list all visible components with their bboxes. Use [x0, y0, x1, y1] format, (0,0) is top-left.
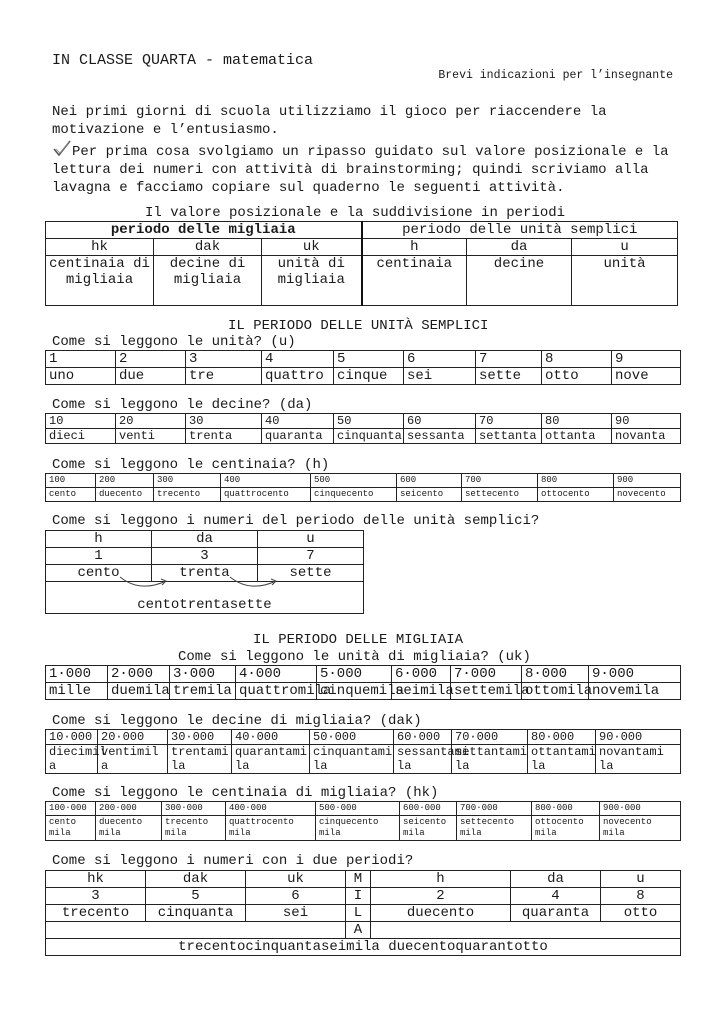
uk-number-cell: 4·000: [236, 666, 317, 683]
tens-number-cell: 80: [542, 414, 612, 429]
uk-number-cell: 5·000: [317, 666, 392, 683]
page-subtitle: Brevi indicazioni per l’insegnante: [438, 69, 673, 82]
question-dak: Come si leggono le decine di migliaia? (dak): [52, 713, 422, 729]
question-hk: Come si leggono le centinaia di migliaia? (hk): [52, 785, 439, 801]
two-periods-result: trecentocinquantaseimila duecentoquarantotto: [46, 939, 681, 956]
mila-letter-3: L: [346, 905, 371, 922]
hk-word-cell: settecento mila: [457, 816, 532, 841]
hundreds-word-cell: ottocento: [538, 488, 614, 502]
tens-number-cell: 50: [334, 414, 404, 429]
tens-table: [45, 413, 681, 444]
intro-paragraph-2-text: Per prima cosa svolgiamo un ripasso guidato sul valore posizionale e la lettura dei numeri con attività di brainstorming; quindi scriviamo alla lavagna e facciamo copiare sul quaderno le seguenti attività.: [52, 144, 669, 196]
period-name-cell: decine: [467, 256, 572, 306]
hundreds-numbers-row: [46, 474, 681, 488]
read-simple-codes-cell: h: [46, 531, 152, 548]
hk-number-cell: 500·000: [316, 802, 400, 816]
question-hundreds: Come si leggono le centinaia? (h): [52, 457, 330, 473]
read-simple-words-cell: cento: [46, 565, 152, 582]
units-words-row: [46, 368, 681, 385]
dak-number-cell: 80·000: [528, 730, 596, 745]
uk-word-cell: cinquemila: [317, 683, 392, 700]
read-simple-codes-cell: u: [258, 531, 364, 548]
two-periods-code-cell: hk: [46, 871, 146, 888]
two-periods-digit-cell: 5: [146, 888, 246, 905]
two-periods-code-cell: uk: [246, 871, 346, 888]
units-number-cell: 1: [46, 351, 116, 368]
intro-paragraph-1: Nei primi giorni di scuola utilizziamo il gioco per riaccendere la motivazione e l’entusiasmo.: [52, 104, 607, 138]
hk-number-cell: 300·000: [162, 802, 226, 816]
units-word-cell: nove: [612, 368, 681, 385]
tens-number-cell: 10: [46, 414, 116, 429]
tens-words-row: [46, 429, 681, 444]
units-number-cell: 5: [334, 351, 404, 368]
uk-numbers-row: [46, 666, 681, 683]
tens-number-cell: 30: [186, 414, 262, 429]
question-units: Come si leggono le unità? (u): [52, 334, 296, 350]
uk-table: [45, 665, 681, 700]
hk-word-cell: cento mila: [46, 816, 96, 841]
units-number-cell: 3: [186, 351, 262, 368]
two-periods-word-cell: duecento: [371, 905, 511, 922]
units-number-cell: 6: [404, 351, 476, 368]
units-word-cell: quattro: [262, 368, 334, 385]
two-periods-digit-cell: 8: [601, 888, 681, 905]
hundreds-number-cell: 300: [154, 474, 221, 488]
uk-number-cell: 6·000: [392, 666, 451, 683]
tens-word-cell: cinquanta: [334, 429, 404, 444]
uk-number-cell: 9·000: [589, 666, 681, 683]
hk-number-cell: 400·000: [226, 802, 316, 816]
two-periods-code-cell: dak: [146, 871, 246, 888]
hk-number-cell: 200·000: [96, 802, 162, 816]
uk-word-cell: seimila: [392, 683, 451, 700]
dak-word-cell: novantami la: [596, 745, 681, 774]
hundreds-word-cell: cento: [46, 488, 96, 502]
two-periods-word-cell: quaranta: [511, 905, 601, 922]
dak-number-cell: 70·000: [452, 730, 528, 745]
dak-number-cell: 30·000: [168, 730, 232, 745]
tens-word-cell: sessanta: [404, 429, 476, 444]
dak-word-cell: quarantami la: [232, 745, 310, 774]
question-two-periods: Come si leggono i numeri con i due periodi?: [52, 853, 414, 869]
two-periods-word-cell: trecento: [46, 905, 146, 922]
units-number-cell: 7: [476, 351, 542, 368]
hundreds-number-cell: 900: [614, 474, 681, 488]
tens-number-cell: 40: [262, 414, 334, 429]
read-simple-codes-cell: da: [152, 531, 258, 548]
uk-word-cell: quattromila: [236, 683, 317, 700]
hundreds-number-cell: 700: [462, 474, 538, 488]
hk-table: [45, 801, 681, 841]
uk-word-cell: tremila: [170, 683, 236, 700]
read-simple-digits-cell: 3: [152, 548, 258, 565]
tens-number-cell: 20: [116, 414, 186, 429]
hk-word-cell: seicento mila: [400, 816, 457, 841]
period-name-cell: centinaia di migliaia: [46, 256, 154, 306]
two-periods-table: [45, 870, 681, 956]
hk-word-cell: trecento mila: [162, 816, 226, 841]
uk-number-cell: 2·000: [108, 666, 170, 683]
mila-letter-2: I: [346, 888, 371, 905]
units-numbers-row: [46, 351, 681, 368]
hk-word-cell: quattrocento mila: [226, 816, 316, 841]
hk-number-cell: 700·000: [457, 802, 532, 816]
checkmark-icon: [52, 140, 72, 158]
uk-word-cell: duemila: [108, 683, 170, 700]
hundreds-word-cell: seicento: [397, 488, 462, 502]
period-name-cell: centinaia: [362, 256, 467, 306]
hk-number-cell: 600·000: [400, 802, 457, 816]
hundreds-number-cell: 400: [221, 474, 311, 488]
hundreds-number-cell: 600: [397, 474, 462, 488]
dak-number-cell: 50·000: [310, 730, 394, 745]
period-name-cell: unità di migliaia: [262, 256, 362, 306]
hk-words-row: [46, 816, 681, 841]
hk-word-cell: duecento mila: [96, 816, 162, 841]
units-word-cell: cinque: [334, 368, 404, 385]
mila-letter-1: M: [346, 871, 371, 888]
units-word-cell: sei: [404, 368, 476, 385]
tens-number-cell: 90: [612, 414, 681, 429]
period-code-cell: u: [572, 239, 678, 256]
dak-table: [45, 729, 681, 774]
period-code-cell: da: [467, 239, 572, 256]
hundreds-word-cell: cinquecento: [311, 488, 397, 502]
hundreds-word-cell: trecento: [154, 488, 221, 502]
uk-word-cell: settemila: [451, 683, 522, 700]
two-periods-digit-cell: 2: [371, 888, 511, 905]
hundreds-number-cell: 500: [311, 474, 397, 488]
period-name-cell: decine di migliaia: [154, 256, 262, 306]
question-read-simple: Come si leggono i numeri del periodo delle unità semplici?: [52, 513, 540, 529]
read-simple-table: [45, 530, 364, 614]
units-word-cell: due: [116, 368, 186, 385]
tens-numbers-row: [46, 414, 681, 429]
tens-word-cell: novanta: [612, 429, 681, 444]
tens-word-cell: venti: [116, 429, 186, 444]
dak-words-row: [46, 745, 681, 774]
hundreds-word-cell: duecento: [96, 488, 154, 502]
two-periods-code-cell: u: [601, 871, 681, 888]
dak-word-cell: settantami la: [452, 745, 528, 774]
dak-word-cell: ventimil a: [98, 745, 168, 774]
two-periods-code-cell: h: [371, 871, 511, 888]
hundreds-number-cell: 100: [46, 474, 96, 488]
hk-numbers-row: [46, 802, 681, 816]
period-name-cell: unità: [572, 256, 678, 306]
dak-word-cell: diecimil a: [46, 745, 98, 774]
uk-word-cell: mille: [46, 683, 108, 700]
period-code-cell: h: [362, 239, 467, 256]
units-number-cell: 4: [262, 351, 334, 368]
tens-word-cell: trenta: [186, 429, 262, 444]
read-simple-digits-cell: 7: [258, 548, 364, 565]
tens-number-cell: 70: [476, 414, 542, 429]
hk-word-cell: novecento mila: [600, 816, 681, 841]
hundreds-words-row: [46, 488, 681, 502]
dak-number-cell: 40·000: [232, 730, 310, 745]
hk-word-cell: ottocento mila: [532, 816, 600, 841]
hundreds-table: [45, 473, 681, 502]
mila-letter-4: A: [346, 922, 371, 939]
units-number-cell: 9: [612, 351, 681, 368]
uk-words-row: [46, 683, 681, 700]
dak-numbers-row: [46, 730, 681, 745]
units-word-cell: sette: [476, 368, 542, 385]
dak-word-cell: cinquantami la: [310, 745, 394, 774]
hk-number-cell: 100·000: [46, 802, 96, 816]
units-table: [45, 350, 681, 385]
tens-word-cell: settanta: [476, 429, 542, 444]
read-simple-digits-cell: 1: [46, 548, 152, 565]
two-periods-code-cell: da: [511, 871, 601, 888]
read-simple-words-cell: trenta: [152, 565, 258, 582]
read-simple-result: centotrentasette: [46, 582, 364, 614]
hk-number-cell: 800·000: [532, 802, 600, 816]
tens-number-cell: 60: [404, 414, 476, 429]
curved-arrow-icon: [118, 573, 288, 595]
dak-number-cell: 90·000: [596, 730, 681, 745]
dak-word-cell: ottantami la: [528, 745, 596, 774]
hundreds-word-cell: novecento: [614, 488, 681, 502]
two-periods-digit-cell: 6: [246, 888, 346, 905]
units-number-cell: 2: [116, 351, 186, 368]
two-periods-word-cell: sei: [246, 905, 346, 922]
periods-table: [45, 221, 678, 306]
period-code-cell: uk: [262, 239, 362, 256]
periods-semplici-header: periodo delle unità semplici: [362, 222, 678, 239]
hk-number-cell: 900·000: [600, 802, 681, 816]
uk-number-cell: 8·000: [522, 666, 589, 683]
units-word-cell: tre: [186, 368, 262, 385]
tens-word-cell: dieci: [46, 429, 116, 444]
hundreds-word-cell: quattrocento: [221, 488, 311, 502]
two-periods-word-cell: otto: [601, 905, 681, 922]
hundreds-number-cell: 200: [96, 474, 154, 488]
tens-word-cell: quaranta: [262, 429, 334, 444]
page-title: IN CLASSE QUARTA - matematica: [52, 52, 314, 69]
dak-number-cell: 20·000: [98, 730, 168, 745]
period-code-cell: hk: [46, 239, 154, 256]
two-periods-digit-cell: 3: [46, 888, 146, 905]
two-periods-word-cell: cinquanta: [146, 905, 246, 922]
tens-word-cell: ottanta: [542, 429, 612, 444]
uk-word-cell: novemila: [589, 683, 681, 700]
period-code-cell: dak: [154, 239, 262, 256]
uk-number-cell: 3·000: [170, 666, 236, 683]
dak-number-cell: 10·000: [46, 730, 98, 745]
units-number-cell: 8: [542, 351, 612, 368]
periods-migliaia-header: periodo delle migliaia: [46, 222, 362, 239]
periods-caption: Il valore posizionale e la suddivisione in periodi: [145, 205, 566, 221]
uk-number-cell: 7·000: [451, 666, 522, 683]
hundreds-number-cell: 800: [538, 474, 614, 488]
section-heading-migliaia: IL PERIODO DELLE MIGLIAIA: [253, 632, 464, 648]
units-word-cell: uno: [46, 368, 116, 385]
question-tens: Come si leggono le decine? (da): [52, 397, 313, 413]
dak-word-cell: trentami la: [168, 745, 232, 774]
uk-number-cell: 1·000: [46, 666, 108, 683]
units-word-cell: otto: [542, 368, 612, 385]
read-simple-words-cell: sette: [258, 565, 364, 582]
intro-paragraph-2: [52, 140, 677, 197]
hundreds-word-cell: settecento: [462, 488, 538, 502]
dak-word-cell: sessantami la: [394, 745, 452, 774]
dak-number-cell: 60·000: [394, 730, 452, 745]
two-periods-digit-cell: 4: [511, 888, 601, 905]
question-uk: Come si leggono le unità di migliaia? (uk): [178, 649, 531, 665]
hk-word-cell: cinquecento mila: [316, 816, 400, 841]
section-heading-unita-semplici: IL PERIODO DELLE UNITÀ SEMPLICI: [228, 318, 489, 334]
uk-word-cell: ottomila: [522, 683, 589, 700]
